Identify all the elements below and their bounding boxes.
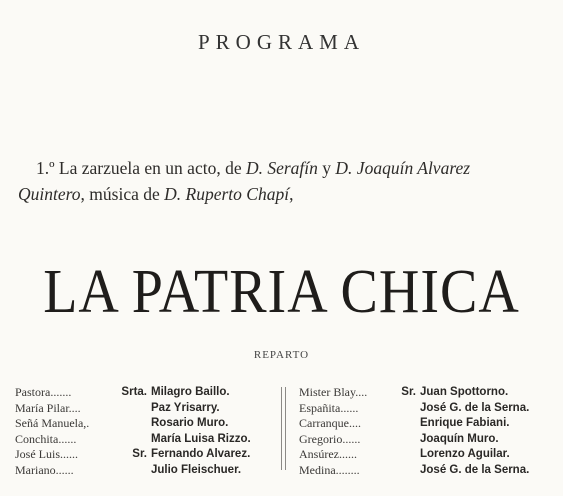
program-intro bbox=[18, 155, 553, 207]
cast-list-left bbox=[15, 385, 280, 478]
cast-actor: Paz Yrisarry. bbox=[151, 401, 220, 414]
cast-role: Carranque.... bbox=[299, 416, 361, 430]
cast-title bbox=[394, 463, 416, 479]
cast-title bbox=[394, 416, 416, 432]
cast-actor: Milagro Baillo. bbox=[151, 386, 230, 398]
cast-role: Conchita...... bbox=[15, 431, 77, 446]
cast-row bbox=[15, 447, 280, 463]
cast-row bbox=[299, 385, 559, 401]
cast-row bbox=[15, 401, 280, 417]
intro-line-2 bbox=[18, 181, 553, 207]
cast-role: Señá Manuela,. bbox=[15, 416, 90, 430]
cast-role: Ansúrez...... bbox=[299, 447, 357, 461]
cast-title bbox=[115, 416, 147, 432]
cast-actor: María Luisa Rizzo. bbox=[151, 432, 251, 445]
cast-row bbox=[299, 416, 559, 432]
cast-row bbox=[299, 463, 559, 479]
cast-heading: REPARTO bbox=[253, 349, 310, 361]
cast-actor: José G. de la Serna. bbox=[420, 463, 530, 476]
cast-role: Mister Blay.... bbox=[299, 385, 368, 399]
composer: D. Ruperto Chapí bbox=[164, 184, 290, 204]
cast-row bbox=[299, 447, 559, 463]
cast-row bbox=[15, 432, 280, 448]
intro-suffix: , bbox=[289, 184, 294, 204]
cast-role: Españita...... bbox=[299, 400, 359, 415]
cast-actor: Rosario Muro. bbox=[151, 417, 229, 429]
cast-role: Mariano...... bbox=[15, 462, 74, 477]
cast-title bbox=[394, 447, 416, 463]
author-2: D. Joaquín Alvarez bbox=[335, 158, 471, 178]
cast-title: Sr. bbox=[132, 448, 147, 460]
cast-role: Gregorio...... bbox=[299, 431, 361, 446]
cast-actor: Fernando Alvarez. bbox=[151, 448, 251, 460]
cast-title bbox=[115, 432, 147, 448]
cast-title bbox=[115, 463, 147, 479]
cast-row bbox=[299, 432, 559, 448]
author-2-continued: Quintero bbox=[18, 184, 81, 204]
cast-title: Sr. bbox=[401, 386, 416, 398]
intro-conjunction: y bbox=[317, 158, 336, 178]
cast-actor: José G. de la Serna. bbox=[420, 401, 530, 414]
work-title: LA PATRIA CHICA bbox=[43, 257, 520, 327]
program-heading: PROGRAMA bbox=[197, 30, 366, 54]
cast-row bbox=[15, 385, 280, 401]
cast-actor: Lorenzo Aguilar. bbox=[420, 448, 510, 460]
cast-row bbox=[299, 401, 559, 417]
cast-actor: Julio Fleischuer. bbox=[151, 463, 242, 476]
cast-title: Srta. bbox=[121, 386, 147, 398]
cast-title bbox=[394, 401, 416, 417]
cast-row bbox=[15, 463, 280, 479]
author-1: D. Serafín bbox=[245, 158, 318, 178]
cast-role: José Luis...... bbox=[15, 447, 78, 461]
cast-row bbox=[15, 416, 280, 432]
cast-divider bbox=[281, 387, 286, 470]
cast-list-right bbox=[299, 385, 559, 478]
intro-music-by: , música de bbox=[80, 184, 165, 204]
cast-title bbox=[394, 432, 416, 448]
cast-actor: Joaquín Muro. bbox=[420, 432, 499, 445]
cast-role: Medina........ bbox=[299, 462, 360, 477]
cast-actor: Juan Spottorno. bbox=[420, 386, 509, 398]
intro-prefix: 1.º La zarzuela en un acto, de bbox=[36, 158, 246, 178]
cast-role: Pastora....... bbox=[15, 385, 72, 399]
cast-title bbox=[115, 401, 147, 417]
intro-line-1 bbox=[18, 155, 553, 181]
cast-role: María Pilar.... bbox=[15, 400, 81, 415]
cast-actor: Enrique Fabiani. bbox=[420, 417, 510, 429]
